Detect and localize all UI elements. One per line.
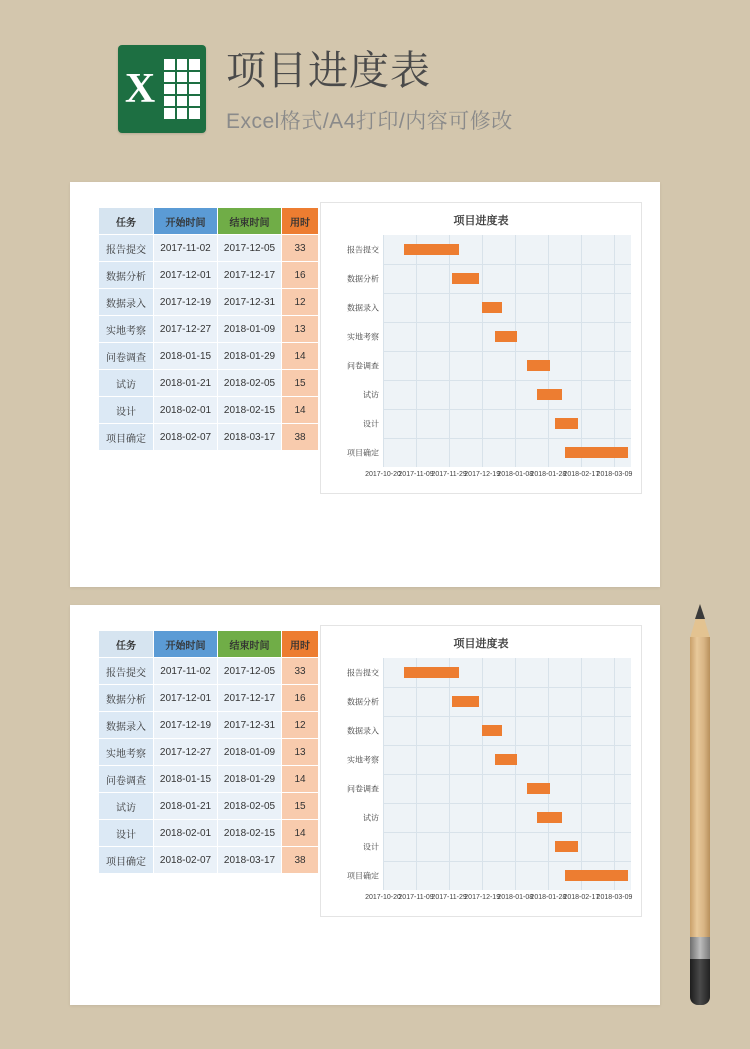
cell-task: 数据分析	[99, 685, 154, 712]
chart-ytick-label: 实地考察	[347, 755, 379, 764]
pencil-decoration	[686, 604, 714, 1008]
cell-start: 2018-01-21	[154, 793, 218, 820]
cell-task: 报告提交	[99, 235, 154, 262]
th-days: 用时	[282, 631, 319, 658]
chart-plot-area	[347, 658, 633, 901]
cell-end: 2017-12-05	[218, 235, 282, 262]
chart-gridline-v	[614, 235, 615, 467]
excel-logo-grid	[164, 59, 200, 119]
table-row	[99, 289, 319, 316]
cell-end: 2018-01-09	[218, 316, 282, 343]
th-task: 任务	[99, 631, 154, 658]
cell-task: 实地考察	[99, 316, 154, 343]
cell-start: 2017-12-01	[154, 262, 218, 289]
cell-start: 2018-02-01	[154, 397, 218, 424]
chart-gridline-h	[383, 322, 631, 323]
cell-days: 14	[282, 820, 319, 847]
th-start: 开始时间	[154, 208, 218, 235]
cell-end: 2018-01-09	[218, 739, 282, 766]
th-end: 结束时间	[218, 208, 282, 235]
table-row	[99, 793, 319, 820]
gantt-chart-2	[320, 625, 642, 917]
chart-ytick-label: 试访	[363, 390, 379, 399]
cell-task: 设计	[99, 820, 154, 847]
chart-gridline-h	[383, 438, 631, 439]
cell-end: 2017-12-05	[218, 658, 282, 685]
chart-title: 项目进度表	[453, 638, 509, 650]
cell-days: 15	[282, 793, 319, 820]
cell-days: 16	[282, 685, 319, 712]
chart-xtick-label: 2017-11-09	[398, 894, 434, 901]
chart-xtick-label: 2017-10-20	[365, 894, 401, 901]
cell-days: 38	[282, 424, 319, 451]
chart-gridline-h	[383, 745, 631, 746]
cell-task: 问卷调查	[99, 766, 154, 793]
cell-task: 实地考察	[99, 739, 154, 766]
chart-gridline-h	[383, 861, 631, 862]
gantt-bar	[452, 273, 478, 284]
cell-task: 问卷调查	[99, 343, 154, 370]
th-end: 结束时间	[218, 631, 282, 658]
table-row	[99, 316, 319, 343]
chart-gridline-h	[383, 380, 631, 381]
chart-gridline-h	[383, 409, 631, 410]
chart-ytick-label: 数据录入	[347, 726, 379, 735]
cell-start: 2018-02-07	[154, 847, 218, 874]
chart-xtick-label: 2018-02-17	[563, 471, 600, 478]
cell-end: 2018-03-17	[218, 424, 282, 451]
chart-gridline-h	[383, 832, 631, 833]
chart-xtick-label: 2018-03-09	[596, 894, 633, 901]
cell-days: 38	[282, 847, 319, 874]
cell-days: 13	[282, 739, 319, 766]
cell-start: 2017-12-27	[154, 316, 218, 343]
table-row	[99, 262, 319, 289]
gantt-bar	[482, 725, 502, 736]
gantt-bar	[527, 360, 550, 371]
cell-start: 2017-12-19	[154, 712, 218, 739]
chart-gridline-v	[581, 235, 582, 467]
chart-ytick-label: 数据分析	[347, 274, 379, 283]
chart-xtick-label: 2018-02-17	[563, 894, 600, 901]
gantt-chart-1	[320, 202, 642, 494]
chart-ytick-label: 设计	[363, 842, 379, 851]
cell-end: 2018-02-05	[218, 793, 282, 820]
chart-ytick-label: 报告提交	[347, 668, 379, 677]
chart-xtick-label: 2018-01-28	[530, 894, 567, 901]
excel-logo-icon	[118, 45, 206, 133]
chart-xtick-label: 2017-12-19	[464, 471, 501, 478]
chart-ytick-label: 项目确定	[347, 448, 379, 457]
chart-ytick-label: 设计	[363, 419, 379, 428]
cell-days: 14	[282, 397, 319, 424]
gantt-bar	[404, 667, 459, 678]
cell-start: 2018-01-15	[154, 343, 218, 370]
chart-xtick-label: 2018-01-08	[497, 894, 534, 901]
chart-xtick-label: 2017-11-09	[398, 471, 434, 478]
table-header-row	[99, 208, 319, 235]
table-row	[99, 739, 319, 766]
chart-gridline-v	[383, 235, 384, 467]
th-days: 用时	[282, 208, 319, 235]
table-row	[99, 397, 319, 424]
chart-gridline-h	[383, 264, 631, 265]
chart-gridline-v	[416, 658, 417, 890]
chart-gridline-v	[548, 658, 549, 890]
chart-gridline-h	[383, 716, 631, 717]
table-row	[99, 235, 319, 262]
cell-start: 2018-02-01	[154, 820, 218, 847]
preview-card-2	[70, 605, 660, 1005]
table-body	[99, 658, 319, 874]
cell-end: 2017-12-17	[218, 685, 282, 712]
cell-task: 设计	[99, 397, 154, 424]
page-subtitle: Excel格式/A4打印/内容可修改	[226, 110, 513, 133]
cell-task: 数据录入	[99, 712, 154, 739]
cell-start: 2018-01-15	[154, 766, 218, 793]
cell-task: 报告提交	[99, 658, 154, 685]
chart-ytick-label: 实地考察	[347, 332, 379, 341]
gantt-bar	[527, 783, 550, 794]
chart-gridline-h	[383, 774, 631, 775]
cell-start: 2017-12-27	[154, 739, 218, 766]
cell-days: 15	[282, 370, 319, 397]
chart-plot-area	[347, 235, 633, 478]
cell-task: 项目确定	[99, 847, 154, 874]
cell-days: 33	[282, 235, 319, 262]
chart-gridline-v	[482, 235, 483, 467]
table-row	[99, 370, 319, 397]
cell-days: 33	[282, 658, 319, 685]
chart-xtick-label: 2017-11-29	[431, 471, 467, 478]
chart-gridline-v	[449, 658, 450, 890]
gantt-bar	[565, 870, 628, 881]
table-row	[99, 712, 319, 739]
th-task: 任务	[99, 208, 154, 235]
gantt-bar	[482, 302, 502, 313]
chart-gridline-v	[614, 658, 615, 890]
cell-start: 2018-02-07	[154, 424, 218, 451]
cell-task: 试访	[99, 370, 154, 397]
chart-xtick-label: 2018-01-28	[530, 471, 567, 478]
cell-end: 2017-12-31	[218, 289, 282, 316]
cell-days: 14	[282, 766, 319, 793]
chart-gridline-v	[416, 235, 417, 467]
cell-end: 2018-03-17	[218, 847, 282, 874]
chart-gridline-v	[581, 658, 582, 890]
cell-start: 2017-12-19	[154, 289, 218, 316]
gantt-bar	[537, 812, 562, 823]
gantt-bar	[565, 447, 628, 458]
chart-gridline-v	[482, 658, 483, 890]
gantt-bar	[495, 331, 516, 342]
schedule-table-2	[98, 630, 319, 874]
chart-ytick-label: 项目确定	[347, 871, 379, 880]
chart-xtick-label: 2017-10-20	[365, 471, 401, 478]
chart-gridline-v	[515, 235, 516, 467]
cell-end: 2018-01-29	[218, 343, 282, 370]
table-row	[99, 424, 319, 451]
cell-days: 12	[282, 289, 319, 316]
chart-xtick-label: 2017-12-19	[464, 894, 501, 901]
cell-task: 试访	[99, 793, 154, 820]
gantt-bar	[555, 418, 578, 429]
chart-xtick-label: 2018-03-09	[596, 471, 633, 478]
cell-end: 2017-12-17	[218, 262, 282, 289]
table-row	[99, 847, 319, 874]
chart-ytick-label: 问卷调查	[347, 361, 379, 370]
cell-days: 12	[282, 712, 319, 739]
chart-ytick-label: 数据录入	[347, 303, 379, 312]
cell-start: 2017-12-01	[154, 685, 218, 712]
cell-days: 14	[282, 343, 319, 370]
chart-gridline-v	[548, 235, 549, 467]
cell-end: 2018-02-05	[218, 370, 282, 397]
table-row	[99, 685, 319, 712]
cell-task: 数据录入	[99, 289, 154, 316]
cell-end: 2018-02-15	[218, 820, 282, 847]
cell-end: 2017-12-31	[218, 712, 282, 739]
chart-gridline-h	[383, 687, 631, 688]
chart-ytick-label: 报告提交	[347, 245, 379, 254]
chart-ytick-label: 试访	[363, 813, 379, 822]
chart-gridline-h	[383, 351, 631, 352]
cell-start: 2017-11-02	[154, 235, 218, 262]
cell-task: 项目确定	[99, 424, 154, 451]
preview-card-1	[70, 182, 660, 587]
excel-logo-letter: X	[124, 66, 156, 112]
chart-gridline-h	[383, 293, 631, 294]
chart-title: 项目进度表	[453, 215, 509, 227]
chart-xtick-label: 2017-11-29	[431, 894, 467, 901]
gantt-bar	[495, 754, 516, 765]
chart-gridline-v	[449, 235, 450, 467]
chart-gridline-v	[383, 658, 384, 890]
chart-gridline-h	[383, 803, 631, 804]
cell-start: 2018-01-21	[154, 370, 218, 397]
gantt-bar	[452, 696, 478, 707]
cell-end: 2018-01-29	[218, 766, 282, 793]
gantt-bar	[537, 389, 562, 400]
th-start: 开始时间	[154, 631, 218, 658]
gantt-bar	[555, 841, 578, 852]
chart-ytick-label: 问卷调查	[347, 784, 379, 793]
page-header	[118, 45, 513, 135]
table-body	[99, 235, 319, 451]
page-title: 项目进度表	[226, 49, 431, 93]
table-row	[99, 658, 319, 685]
gantt-bar	[404, 244, 459, 255]
cell-start: 2017-11-02	[154, 658, 218, 685]
cell-end: 2018-02-15	[218, 397, 282, 424]
chart-ytick-label: 数据分析	[347, 697, 379, 706]
table-row	[99, 766, 319, 793]
table-row	[99, 343, 319, 370]
chart-gridline-v	[515, 658, 516, 890]
schedule-table-1	[98, 207, 319, 451]
cell-days: 13	[282, 316, 319, 343]
cell-task: 数据分析	[99, 262, 154, 289]
table-row	[99, 820, 319, 847]
cell-days: 16	[282, 262, 319, 289]
table-header-row	[99, 631, 319, 658]
chart-xtick-label: 2018-01-08	[497, 471, 534, 478]
